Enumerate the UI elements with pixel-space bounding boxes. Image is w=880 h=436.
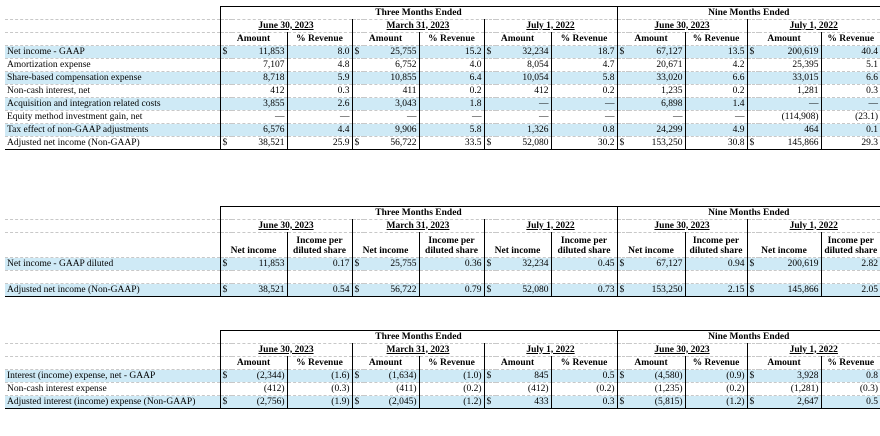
- col-header-amount: Amount: [220, 33, 287, 46]
- row-label: Equity method investment gain, net: [5, 111, 220, 124]
- amount-cell: 25,395: [759, 59, 821, 72]
- amount-cell: 25,755: [364, 46, 419, 59]
- currency-symbol: $: [484, 284, 496, 297]
- ratio-cell: 8.0: [287, 46, 352, 59]
- row-label: Adjusted interest (income) expense (Non-GAAP): [5, 396, 220, 409]
- table-row: [5, 46, 880, 59]
- non-gaap-net-income-table: [5, 6, 880, 150]
- currency-symbol: $: [617, 46, 629, 59]
- period-header: June 30, 2023: [220, 220, 352, 233]
- group-header-three-months: Three Months Ended: [220, 7, 617, 20]
- currency-symbol: [617, 111, 629, 124]
- currency-symbol: [484, 124, 496, 137]
- row-label: Net income - GAAP: [5, 46, 220, 59]
- col-header-net-income: Net income: [484, 233, 551, 258]
- currency-symbol: [747, 72, 759, 85]
- amount-cell: 412: [496, 85, 551, 98]
- currency-symbol: [352, 98, 364, 111]
- period-header: July 1, 2022: [484, 20, 617, 33]
- currency-symbol: $: [747, 46, 759, 59]
- currency-symbol: [220, 124, 232, 137]
- amount-cell: 11,853: [232, 258, 287, 271]
- ratio-cell: (23.1): [821, 111, 880, 124]
- ratio-cell: 4.8: [287, 59, 352, 72]
- ratio-cell: 5.1: [821, 59, 880, 72]
- currency-symbol: $: [747, 284, 759, 297]
- ratio-cell: 2.6: [287, 98, 352, 111]
- ratio-cell: 0.2: [419, 85, 484, 98]
- currency-symbol: [352, 72, 364, 85]
- currency-symbol: [747, 85, 759, 98]
- amount-cell: 52,080: [496, 284, 551, 297]
- col-header-pct-revenue: % Revenue: [821, 357, 880, 370]
- currency-symbol: $: [617, 396, 629, 409]
- ratio-cell: 15.2: [419, 46, 484, 59]
- amount-cell: 2,647: [759, 396, 821, 409]
- currency-symbol: [220, 59, 232, 72]
- amount-cell: 52,080: [496, 137, 551, 150]
- ratio-cell: 6.6: [685, 72, 747, 85]
- period-header: July 1, 2022: [484, 220, 617, 233]
- currency-symbol: [747, 111, 759, 124]
- table-row: [5, 383, 880, 396]
- ratio-cell: 29.3: [821, 137, 880, 150]
- amount-cell: 25,755: [364, 258, 419, 271]
- ratio-cell: (1.9): [287, 396, 352, 409]
- amount-cell: 3,043: [364, 98, 419, 111]
- amount-cell: 3,855: [232, 98, 287, 111]
- amount-cell: (4,580): [629, 370, 685, 383]
- currency-symbol: $: [747, 370, 759, 383]
- row-label: Non-cash interest, net: [5, 85, 220, 98]
- table-row: [5, 111, 880, 124]
- amount-cell: 56,722: [364, 137, 419, 150]
- col-header-amount: Amount: [352, 357, 419, 370]
- currency-symbol: $: [220, 284, 232, 297]
- ratio-cell: (0.3): [287, 383, 352, 396]
- ratio-cell: 0.73: [551, 284, 617, 297]
- group-header-row: [5, 7, 880, 20]
- row-label: Amortization expense: [5, 59, 220, 72]
- currency-symbol: [220, 85, 232, 98]
- currency-symbol: [352, 85, 364, 98]
- table-row: [5, 396, 880, 409]
- currency-symbol: $: [220, 46, 232, 59]
- currency-symbol: [352, 111, 364, 124]
- currency-symbol: $: [484, 137, 496, 150]
- ratio-cell: —: [419, 111, 484, 124]
- amount-cell: 200,619: [759, 46, 821, 59]
- column-header-row: [5, 357, 880, 370]
- currency-symbol: $: [484, 396, 496, 409]
- ratio-cell: 33.5: [419, 137, 484, 150]
- amount-cell: 56,722: [364, 284, 419, 297]
- amount-cell: (2,756): [232, 396, 287, 409]
- col-header-amount: Amount: [484, 33, 551, 46]
- ratio-cell: —: [551, 98, 617, 111]
- ratio-cell: 0.54: [287, 284, 352, 297]
- group-header-three-months: Three Months Ended: [220, 207, 617, 220]
- ratio-cell: 0.1: [821, 124, 880, 137]
- currency-symbol: $: [747, 396, 759, 409]
- ratio-cell: 4.7: [551, 59, 617, 72]
- amount-cell: —: [759, 98, 821, 111]
- row-label: Tax effect of non-GAAP adjustments: [5, 124, 220, 137]
- currency-symbol: [617, 72, 629, 85]
- col-header-amount: Amount: [220, 357, 287, 370]
- amount-cell: 845: [496, 370, 551, 383]
- period-header: June 30, 2023: [617, 344, 747, 357]
- period-header: March 31, 2023: [352, 220, 484, 233]
- ratio-cell: 4.9: [685, 124, 747, 137]
- col-header-amount: Amount: [617, 357, 685, 370]
- currency-symbol: [617, 383, 629, 396]
- table-row: [5, 258, 880, 271]
- currency-symbol: [747, 98, 759, 111]
- ratio-cell: 0.36: [419, 258, 484, 271]
- ratio-cell: 1.8: [419, 98, 484, 111]
- amount-cell: (114,908): [759, 111, 821, 124]
- ratio-cell: 0.8: [821, 370, 880, 383]
- amount-cell: 1,326: [496, 124, 551, 137]
- currency-symbol: [747, 59, 759, 72]
- group-header-row: [5, 331, 880, 344]
- ratio-cell: (1.2): [685, 396, 747, 409]
- amount-cell: 412: [232, 85, 287, 98]
- group-header-nine-months: Nine Months Ended: [617, 7, 880, 20]
- amount-cell: (412): [496, 383, 551, 396]
- col-header-amount: Amount: [747, 33, 821, 46]
- amount-cell: 153,250: [629, 284, 685, 297]
- ratio-cell: 5.8: [419, 124, 484, 137]
- col-header-pct-revenue: % Revenue: [419, 33, 484, 46]
- period-header: March 31, 2023: [352, 344, 484, 357]
- ratio-cell: —: [685, 111, 747, 124]
- currency-symbol: [484, 72, 496, 85]
- currency-symbol: [617, 59, 629, 72]
- period-header: June 30, 2023: [617, 20, 747, 33]
- table-row: [5, 85, 880, 98]
- ratio-cell: (0.3): [821, 383, 880, 396]
- col-header-net-income: Net income: [352, 233, 419, 258]
- col-header-net-income: Net income: [220, 233, 287, 258]
- amount-cell: (412): [232, 383, 287, 396]
- col-header-net-income: Net income: [617, 233, 685, 258]
- period-header: July 1, 2022: [747, 20, 880, 33]
- amount-cell: —: [496, 98, 551, 111]
- currency-symbol: $: [352, 137, 364, 150]
- ratio-cell: 5.8: [551, 72, 617, 85]
- amount-cell: 20,671: [629, 59, 685, 72]
- amount-cell: 1,235: [629, 85, 685, 98]
- currency-symbol: $: [484, 258, 496, 271]
- ratio-cell: 0.3: [287, 85, 352, 98]
- currency-symbol: [484, 111, 496, 124]
- ratio-cell: 4.4: [287, 124, 352, 137]
- currency-symbol: $: [352, 370, 364, 383]
- column-header-row: [5, 33, 880, 46]
- table-row: [5, 72, 880, 85]
- ratio-cell: —: [821, 98, 880, 111]
- currency-symbol: [484, 383, 496, 396]
- col-header-pct-revenue: % Revenue: [685, 33, 747, 46]
- currency-symbol: [220, 383, 232, 396]
- currency-symbol: $: [747, 137, 759, 150]
- ratio-cell: 5.9: [287, 72, 352, 85]
- ratio-cell: 1.4: [685, 98, 747, 111]
- col-header-income-per-share: Income per diluted share: [419, 233, 484, 258]
- ratio-cell: 0.3: [551, 396, 617, 409]
- col-header-income-per-share: Income per diluted share: [821, 233, 880, 258]
- currency-symbol: $: [220, 370, 232, 383]
- currency-symbol: [484, 59, 496, 72]
- amount-cell: (5,815): [629, 396, 685, 409]
- amount-cell: 33,015: [759, 72, 821, 85]
- ratio-cell: 25.9: [287, 137, 352, 150]
- ratio-cell: 0.2: [551, 85, 617, 98]
- currency-symbol: $: [617, 137, 629, 150]
- col-header-pct-revenue: % Revenue: [821, 33, 880, 46]
- row-label: Acquisition and integration related costs: [5, 98, 220, 111]
- ratio-cell: 0.17: [287, 258, 352, 271]
- col-header-income-per-share: Income per diluted share: [551, 233, 617, 258]
- non-gaap-interest-table: [5, 330, 880, 409]
- table-row: [5, 370, 880, 383]
- amount-cell: 24,299: [629, 124, 685, 137]
- currency-symbol: [220, 98, 232, 111]
- amount-cell: 7,107: [232, 59, 287, 72]
- amount-cell: 8,054: [496, 59, 551, 72]
- ratio-cell: 30.2: [551, 137, 617, 150]
- ratio-cell: (1.6): [287, 370, 352, 383]
- period-header: July 1, 2022: [747, 220, 880, 233]
- currency-symbol: $: [352, 396, 364, 409]
- table-row: [5, 98, 880, 111]
- group-header-row: [5, 207, 880, 220]
- ratio-cell: 0.5: [551, 370, 617, 383]
- currency-symbol: $: [617, 370, 629, 383]
- row-label: Non-cash interest expense: [5, 383, 220, 396]
- currency-symbol: [747, 383, 759, 396]
- amount-cell: 6,752: [364, 59, 419, 72]
- currency-symbol: $: [617, 284, 629, 297]
- amount-cell: (1,235): [629, 383, 685, 396]
- ratio-cell: 6.4: [419, 72, 484, 85]
- amount-cell: 464: [759, 124, 821, 137]
- currency-symbol: $: [484, 46, 496, 59]
- amount-cell: 153,250: [629, 137, 685, 150]
- amount-cell: (2,344): [232, 370, 287, 383]
- ratio-cell: 0.8: [551, 124, 617, 137]
- column-header-row: [5, 233, 880, 258]
- col-header-amount: Amount: [484, 357, 551, 370]
- col-header-pct-revenue: % Revenue: [419, 357, 484, 370]
- ratio-cell: 2.15: [685, 284, 747, 297]
- col-header-pct-revenue: % Revenue: [287, 357, 352, 370]
- group-header-three-months: Three Months Ended: [220, 331, 617, 344]
- currency-symbol: $: [220, 137, 232, 150]
- currency-symbol: [617, 124, 629, 137]
- ratio-cell: (0.2): [685, 383, 747, 396]
- col-header-pct-revenue: % Revenue: [685, 357, 747, 370]
- amount-cell: (1,634): [364, 370, 419, 383]
- ratio-cell: (0.2): [419, 383, 484, 396]
- col-header-pct-revenue: % Revenue: [287, 33, 352, 46]
- table-row: [5, 284, 880, 297]
- period-header: July 1, 2022: [747, 344, 880, 357]
- period-header: June 30, 2023: [220, 344, 352, 357]
- ratio-cell: 0.2: [685, 85, 747, 98]
- ratio-cell: 18.7: [551, 46, 617, 59]
- currency-symbol: [747, 124, 759, 137]
- currency-symbol: [617, 85, 629, 98]
- amount-cell: (2,045): [364, 396, 419, 409]
- amount-cell: 67,127: [629, 46, 685, 59]
- currency-symbol: [352, 383, 364, 396]
- ratio-cell: 4.2: [685, 59, 747, 72]
- amount-cell: 145,866: [759, 284, 821, 297]
- ratio-cell: 2.05: [821, 284, 880, 297]
- amount-cell: 3,928: [759, 370, 821, 383]
- col-header-income-per-share: Income per diluted share: [287, 233, 352, 258]
- amount-cell: 433: [496, 396, 551, 409]
- amount-cell: 32,234: [496, 46, 551, 59]
- amount-cell: —: [232, 111, 287, 124]
- amount-cell: (411): [364, 383, 419, 396]
- ratio-cell: (1.0): [419, 370, 484, 383]
- amount-cell: 145,866: [759, 137, 821, 150]
- ratio-cell: 0.94: [685, 258, 747, 271]
- diluted-eps-table: [5, 206, 880, 297]
- col-header-amount: Amount: [747, 357, 821, 370]
- currency-symbol: $: [220, 258, 232, 271]
- table-row: [5, 124, 880, 137]
- group-header-nine-months: Nine Months Ended: [617, 331, 880, 344]
- currency-symbol: $: [484, 370, 496, 383]
- table-row: [5, 59, 880, 72]
- ratio-cell: 40.4: [821, 46, 880, 59]
- col-header-pct-revenue: % Revenue: [551, 357, 617, 370]
- col-header-amount: Amount: [617, 33, 685, 46]
- row-label: Adjusted net income (Non-GAAP): [5, 137, 220, 150]
- table-row: [5, 137, 880, 150]
- row-label: Adjusted net income (Non-GAAP): [5, 284, 220, 297]
- ratio-cell: 0.5: [821, 396, 880, 409]
- amount-cell: —: [364, 111, 419, 124]
- ratio-cell: —: [287, 111, 352, 124]
- amount-cell: 1,281: [759, 85, 821, 98]
- ratio-cell: 0.79: [419, 284, 484, 297]
- amount-cell: 10,054: [496, 72, 551, 85]
- currency-symbol: [484, 85, 496, 98]
- ratio-cell: 13.5: [685, 46, 747, 59]
- amount-cell: 33,020: [629, 72, 685, 85]
- amount-cell: (1,281): [759, 383, 821, 396]
- amount-cell: 38,521: [232, 137, 287, 150]
- period-header-row: [5, 344, 880, 357]
- amount-cell: 6,898: [629, 98, 685, 111]
- currency-symbol: [617, 98, 629, 111]
- ratio-cell: (1.2): [419, 396, 484, 409]
- ratio-cell: 0.3: [821, 85, 880, 98]
- currency-symbol: $: [352, 46, 364, 59]
- row-label: Interest (income) expense, net - GAAP: [5, 370, 220, 383]
- amount-cell: 32,234: [496, 258, 551, 271]
- currency-symbol: $: [352, 258, 364, 271]
- period-header: March 31, 2023: [352, 20, 484, 33]
- period-header-row: [5, 220, 880, 233]
- amount-cell: 8,718: [232, 72, 287, 85]
- period-header: July 1, 2022: [484, 344, 617, 357]
- currency-symbol: [352, 59, 364, 72]
- amount-cell: 11,853: [232, 46, 287, 59]
- currency-symbol: $: [352, 284, 364, 297]
- col-header-income-per-share: Income per diluted share: [685, 233, 747, 258]
- ratio-cell: (0.9): [685, 370, 747, 383]
- amount-cell: 10,855: [364, 72, 419, 85]
- currency-symbol: $: [617, 258, 629, 271]
- ratio-cell: 2.82: [821, 258, 880, 271]
- ratio-cell: 0.45: [551, 258, 617, 271]
- currency-symbol: $: [220, 396, 232, 409]
- amount-cell: 67,127: [629, 258, 685, 271]
- currency-symbol: $: [747, 258, 759, 271]
- amount-cell: 9,906: [364, 124, 419, 137]
- amount-cell: 411: [364, 85, 419, 98]
- amount-cell: 200,619: [759, 258, 821, 271]
- ratio-cell: —: [551, 111, 617, 124]
- period-header-row: [5, 20, 880, 33]
- group-header-nine-months: Nine Months Ended: [617, 207, 880, 220]
- amount-cell: 38,521: [232, 284, 287, 297]
- row-label: Net income - GAAP diluted: [5, 258, 220, 271]
- amount-cell: —: [629, 111, 685, 124]
- period-header: June 30, 2023: [617, 220, 747, 233]
- currency-symbol: [220, 111, 232, 124]
- col-header-amount: Amount: [352, 33, 419, 46]
- amount-cell: 6,576: [232, 124, 287, 137]
- currency-symbol: [484, 98, 496, 111]
- col-header-pct-revenue: % Revenue: [551, 33, 617, 46]
- ratio-cell: 30.8: [685, 137, 747, 150]
- row-label: Share-based compensation expense: [5, 72, 220, 85]
- spacer-row: [5, 271, 880, 284]
- currency-symbol: [352, 124, 364, 137]
- period-header: June 30, 2023: [220, 20, 352, 33]
- currency-symbol: [220, 72, 232, 85]
- amount-cell: —: [496, 111, 551, 124]
- ratio-cell: (0.2): [551, 383, 617, 396]
- ratio-cell: 6.6: [821, 72, 880, 85]
- ratio-cell: 4.0: [419, 59, 484, 72]
- col-header-net-income: Net income: [747, 233, 821, 258]
